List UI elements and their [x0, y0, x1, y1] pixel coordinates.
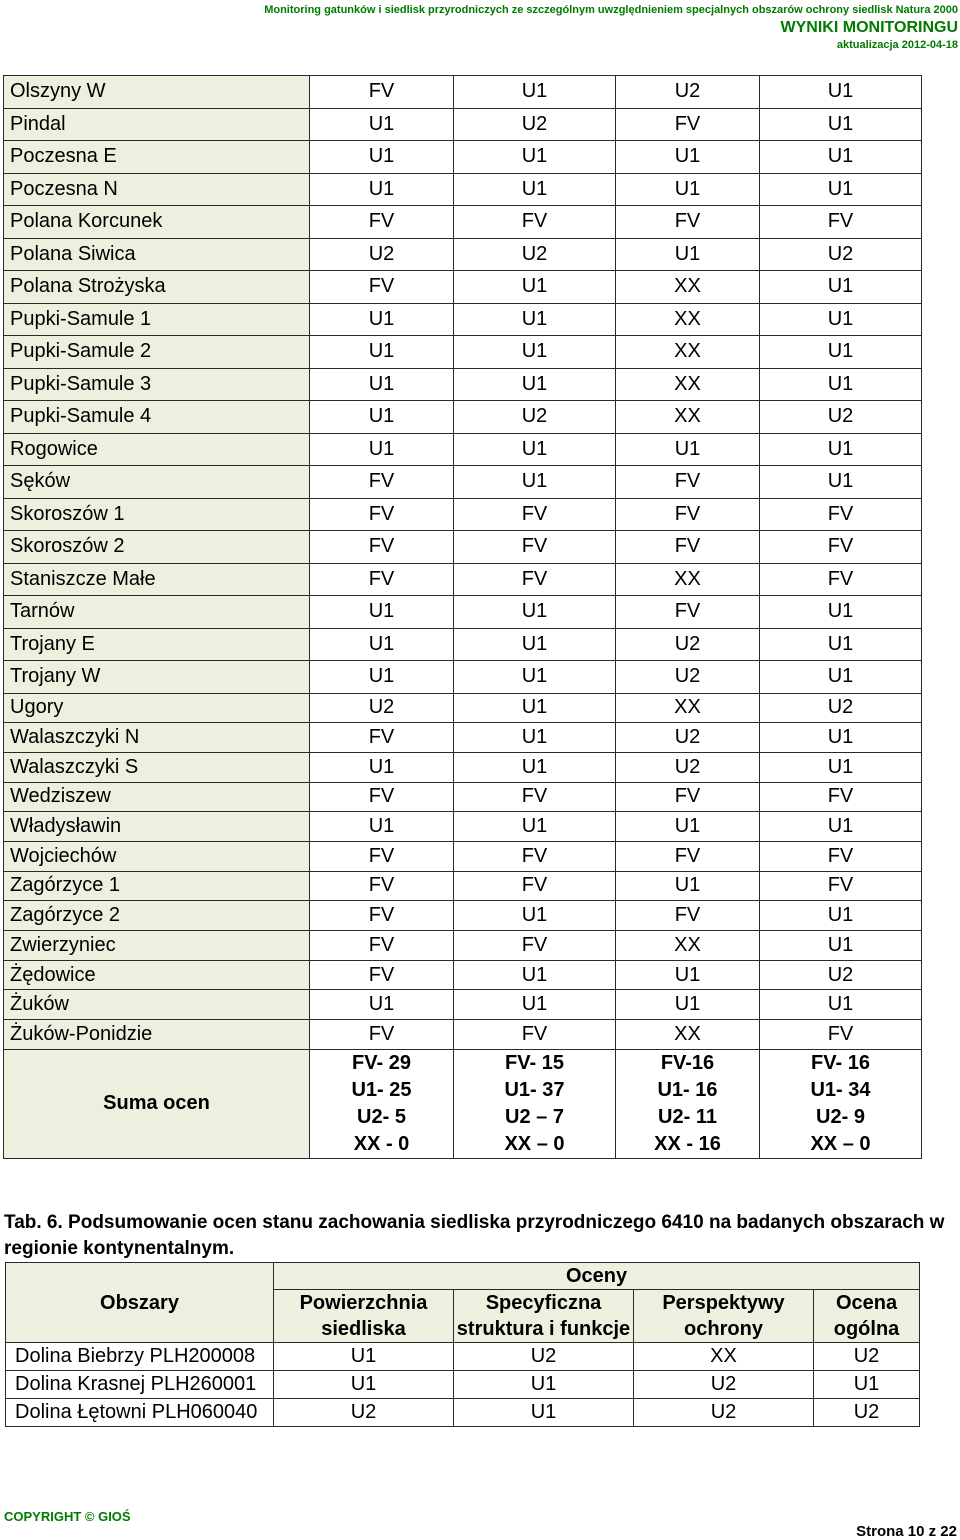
rating-cell: U1 — [274, 1371, 454, 1399]
rating-cell: U2 — [454, 238, 616, 271]
rating-cell: U1 — [310, 141, 454, 174]
table-row — [4, 1020, 922, 1050]
rating-cell: U2 — [454, 108, 616, 141]
rating-cell: FV — [760, 206, 922, 239]
rating-cell: U1 — [454, 271, 616, 304]
rating-cell: U1 — [454, 368, 616, 401]
rating-cell: XX — [616, 931, 760, 961]
rating-cell: U1 — [454, 990, 616, 1020]
table-row — [4, 596, 922, 629]
rating-cell: U1 — [760, 303, 922, 336]
rating-cell: U1 — [616, 812, 760, 842]
rating-cell: XX — [616, 368, 760, 401]
page-number: Strona 10 z 22 — [856, 1523, 957, 1540]
rating-cell: U1 — [310, 401, 454, 434]
header-project-title: Monitoring gatunków i siedlisk przyrodniczych ze szczególnym uwzględnieniem specjalnych obszarów ochrony siedlisk Natura 2000 — [264, 4, 958, 16]
rating-cell: U1 — [760, 368, 922, 401]
table-row — [4, 498, 922, 531]
site-name-cell: Wojciechów — [4, 841, 310, 871]
rating-cell: U1 — [616, 141, 760, 174]
table-row — [4, 563, 922, 596]
rating-cell: FV — [616, 596, 760, 629]
table-row — [4, 368, 922, 401]
rating-cell: FV — [616, 901, 760, 931]
site-name-cell: Ugory — [4, 693, 310, 723]
rating-cell: XX — [616, 336, 760, 369]
table-row — [4, 931, 922, 961]
rating-cell: U1 — [310, 812, 454, 842]
sum-line: U2 – 7 — [505, 1105, 564, 1128]
rating-cell: U1 — [454, 433, 616, 466]
sum-cell — [454, 1049, 616, 1158]
rating-cell: U1 — [454, 661, 616, 694]
site-name-cell: Zagórzyce 1 — [4, 871, 310, 901]
rating-cell: U1 — [616, 960, 760, 990]
rating-cell: U1 — [310, 336, 454, 369]
table-row — [4, 723, 922, 753]
rating-cell: U1 — [310, 173, 454, 206]
table-row — [6, 1371, 920, 1399]
table-caption: Tab. 6. Podsumowanie ocen stanu zachowania siedliska przyrodniczego 6410 na badanych obszarach w regionie kontynentalnym. — [4, 1212, 945, 1259]
table-row — [4, 141, 922, 174]
rating-cell: U2 — [814, 1399, 920, 1427]
rating-cell: U1 — [454, 466, 616, 499]
rating-cell: U2 — [760, 401, 922, 434]
rating-cell: U1 — [616, 871, 760, 901]
site-name-cell: Pupki-Samule 4 — [4, 401, 310, 434]
rating-cell: U1 — [760, 628, 922, 661]
table-row — [4, 841, 922, 871]
site-name-cell: Żuków — [4, 990, 310, 1020]
table-row — [4, 782, 922, 812]
rating-cell: U1 — [310, 433, 454, 466]
header-specyficzna: Specyficzna struktura i funkcje — [454, 1290, 634, 1343]
rating-cell: U1 — [760, 596, 922, 629]
rating-cell: U1 — [616, 990, 760, 1020]
site-name-cell: Sęków — [4, 466, 310, 499]
rating-cell: U2 — [310, 238, 454, 271]
rating-cell: U1 — [454, 596, 616, 629]
table-row — [4, 752, 922, 782]
rating-cell: FV — [616, 531, 760, 564]
header-oceny: Oceny — [274, 1263, 920, 1290]
rating-cell: FV — [616, 498, 760, 531]
rating-cell: U1 — [616, 238, 760, 271]
rating-cell: U2 — [760, 693, 922, 723]
header-perspektywy: Perspektywy ochrony — [634, 1290, 814, 1343]
site-name-cell: Żędowice — [4, 960, 310, 990]
rating-cell: FV — [760, 841, 922, 871]
rating-cell: U1 — [454, 693, 616, 723]
rating-cell: U2 — [274, 1399, 454, 1427]
sum-line: U2- 5 — [357, 1105, 406, 1128]
site-name-cell: Polana Siwica — [4, 238, 310, 271]
rating-cell: FV — [454, 782, 616, 812]
site-name-cell: Trojany E — [4, 628, 310, 661]
sum-cell — [760, 1049, 922, 1158]
table-row — [4, 812, 922, 842]
rating-cell: XX — [616, 271, 760, 304]
table-row — [4, 303, 922, 336]
site-name-cell: Skoroszów 2 — [4, 531, 310, 564]
header-obszary: Obszary — [6, 1263, 274, 1343]
table-row — [4, 76, 922, 109]
rating-cell: U2 — [616, 661, 760, 694]
site-name-cell: Walaszczyki S — [4, 752, 310, 782]
area-name-cell: Dolina Biebrzy PLH200008 — [6, 1343, 274, 1371]
assessment-table — [3, 75, 922, 1159]
rating-cell: FV — [454, 931, 616, 961]
site-name-cell: Olszyny W — [4, 76, 310, 109]
rating-cell: XX — [616, 303, 760, 336]
rating-cell: U1 — [454, 141, 616, 174]
sum-line: U1- 34 — [810, 1078, 871, 1101]
site-name-cell: Polana Strożyska — [4, 271, 310, 304]
rating-cell: FV — [454, 206, 616, 239]
rating-cell: U2 — [814, 1343, 920, 1371]
rating-cell: U1 — [454, 1371, 634, 1399]
site-name-cell: Poczesna E — [4, 141, 310, 174]
sum-line: XX - 16 — [654, 1132, 721, 1155]
rating-cell: FV — [310, 271, 454, 304]
rating-cell: U2 — [616, 752, 760, 782]
site-name-cell: Pindal — [4, 108, 310, 141]
rating-cell: U1 — [760, 336, 922, 369]
rating-cell: FV — [310, 206, 454, 239]
sum-line: U1- 16 — [657, 1078, 718, 1101]
site-name-cell: Walaszczyki N — [4, 723, 310, 753]
rating-cell: U1 — [454, 628, 616, 661]
table-row — [4, 871, 922, 901]
rating-cell: U1 — [454, 303, 616, 336]
rating-cell: U2 — [634, 1399, 814, 1427]
rating-cell: FV — [616, 782, 760, 812]
rating-cell: U1 — [760, 76, 922, 109]
rating-cell: U2 — [454, 1343, 634, 1371]
sum-line: FV- 29 — [352, 1051, 411, 1074]
rating-cell: U2 — [310, 693, 454, 723]
rating-cell: XX — [616, 401, 760, 434]
rating-cell: U1 — [454, 752, 616, 782]
rating-cell: U1 — [310, 628, 454, 661]
rating-cell: FV — [760, 871, 922, 901]
site-name-cell: Władysławin — [4, 812, 310, 842]
table-row — [4, 531, 922, 564]
rating-cell: U1 — [760, 466, 922, 499]
rating-cell: U1 — [760, 723, 922, 753]
rating-cell: U1 — [454, 76, 616, 109]
site-name-cell: Zwierzyniec — [4, 931, 310, 961]
site-name-cell: Polana Korcunek — [4, 206, 310, 239]
site-name-cell: Pupki-Samule 2 — [4, 336, 310, 369]
summary-table — [5, 1262, 920, 1427]
rating-cell: U2 — [760, 960, 922, 990]
sum-label: Suma ocen — [4, 1049, 310, 1158]
rating-cell: U2 — [616, 76, 760, 109]
rating-cell: U1 — [454, 901, 616, 931]
sum-row — [4, 1049, 922, 1158]
rating-cell: U2 — [634, 1371, 814, 1399]
rating-cell: FV — [310, 531, 454, 564]
rating-cell: FV — [616, 206, 760, 239]
site-name-cell: Wedziszew — [4, 782, 310, 812]
rating-cell: U1 — [454, 336, 616, 369]
rating-cell: U1 — [454, 812, 616, 842]
rating-cell: FV — [310, 723, 454, 753]
rating-cell: U1 — [454, 1399, 634, 1427]
table-row — [4, 466, 922, 499]
rating-cell: FV — [760, 498, 922, 531]
sum-line: XX - 0 — [353, 1132, 410, 1155]
table-row — [4, 206, 922, 239]
sum-line: U2- 9 — [816, 1105, 865, 1128]
rating-cell: U1 — [760, 990, 922, 1020]
rating-cell: U1 — [760, 271, 922, 304]
sum-line: FV- 16 — [811, 1051, 870, 1074]
site-name-cell: Skoroszów 1 — [4, 498, 310, 531]
sum-line: XX – 0 — [504, 1132, 565, 1155]
sum-cell — [616, 1049, 760, 1158]
table-row — [6, 1399, 920, 1427]
rating-cell: U1 — [760, 661, 922, 694]
rating-cell: U1 — [310, 596, 454, 629]
sum-line: XX – 0 — [810, 1132, 871, 1155]
rating-cell: FV — [454, 498, 616, 531]
rating-cell: FV — [310, 782, 454, 812]
table-row — [4, 108, 922, 141]
rating-cell: FV — [310, 563, 454, 596]
rating-cell: FV — [310, 960, 454, 990]
rating-cell: U1 — [760, 901, 922, 931]
table-row — [4, 661, 922, 694]
rating-cell: FV — [760, 563, 922, 596]
rating-cell: FV — [454, 871, 616, 901]
rating-cell: FV — [310, 871, 454, 901]
header-ocena: Ocena ogólna — [814, 1290, 920, 1343]
table-row — [4, 173, 922, 206]
rating-cell: U2 — [760, 238, 922, 271]
rating-cell: U1 — [310, 368, 454, 401]
rating-cell: U2 — [616, 723, 760, 753]
rating-cell: FV — [310, 1020, 454, 1050]
table-row — [4, 990, 922, 1020]
sum-line: U2- 11 — [658, 1105, 717, 1128]
rating-cell: FV — [454, 841, 616, 871]
rating-cell: U1 — [760, 433, 922, 466]
rating-cell: XX — [634, 1343, 814, 1371]
rating-cell: U1 — [274, 1343, 454, 1371]
rating-cell: FV — [616, 466, 760, 499]
rating-cell: U2 — [454, 401, 616, 434]
rating-cell: U1 — [760, 108, 922, 141]
sum-cell — [310, 1049, 454, 1158]
rating-cell: XX — [616, 563, 760, 596]
rating-cell: FV — [616, 841, 760, 871]
rating-cell: U1 — [760, 931, 922, 961]
site-name-cell: Pupki-Samule 1 — [4, 303, 310, 336]
rating-cell: U1 — [454, 960, 616, 990]
table-row — [4, 960, 922, 990]
header-powierzchnia: Powierzchnia siedliska — [274, 1290, 454, 1343]
rating-cell: FV — [760, 531, 922, 564]
sum-line: FV-16 — [660, 1051, 715, 1074]
area-name-cell: Dolina Krasnej PLH260001 — [6, 1371, 274, 1399]
rating-cell: FV — [454, 1020, 616, 1050]
site-name-cell: Poczesna N — [4, 173, 310, 206]
rating-cell: U2 — [616, 628, 760, 661]
table-row — [4, 433, 922, 466]
rating-cell: FV — [310, 901, 454, 931]
table-row — [4, 693, 922, 723]
rating-cell: FV — [310, 841, 454, 871]
site-name-cell: Rogowice — [4, 433, 310, 466]
site-name-cell: Tarnów — [4, 596, 310, 629]
rating-cell: XX — [616, 693, 760, 723]
table-row — [4, 238, 922, 271]
rating-cell: FV — [760, 782, 922, 812]
rating-cell: U1 — [760, 173, 922, 206]
site-name-cell: Staniszcze Małe — [4, 563, 310, 596]
rating-cell: U1 — [814, 1371, 920, 1399]
rating-cell: FV — [616, 108, 760, 141]
sum-line: U1- 37 — [504, 1078, 565, 1101]
rating-cell: XX — [616, 1020, 760, 1050]
rating-cell: U1 — [760, 812, 922, 842]
table-row — [4, 628, 922, 661]
header-section-title: WYNIKI MONITORINGU — [780, 19, 958, 36]
rating-cell: FV — [310, 931, 454, 961]
sum-line: FV- 15 — [505, 1051, 564, 1074]
rating-cell: U1 — [310, 661, 454, 694]
rating-cell: FV — [454, 531, 616, 564]
page-header — [264, 0, 958, 52]
rating-cell: U1 — [310, 108, 454, 141]
rating-cell: FV — [310, 76, 454, 109]
rating-cell: U1 — [454, 173, 616, 206]
copyright-notice: COPYRIGHT © GIOŚ — [4, 1509, 131, 1524]
rating-cell: FV — [310, 466, 454, 499]
area-name-cell: Dolina Łętowni PLH060040 — [6, 1399, 274, 1427]
header-update-date: aktualizacja 2012-04-18 — [836, 39, 958, 51]
table-row — [4, 401, 922, 434]
rating-cell: U1 — [616, 433, 760, 466]
rating-cell: U1 — [454, 723, 616, 753]
rating-cell: U1 — [760, 752, 922, 782]
rating-cell: U1 — [310, 303, 454, 336]
sum-line: U1- 25 — [351, 1078, 412, 1101]
rating-cell: FV — [310, 498, 454, 531]
rating-cell: FV — [454, 563, 616, 596]
table-row — [4, 901, 922, 931]
table-row — [4, 271, 922, 304]
rating-cell: U1 — [310, 752, 454, 782]
site-name-cell: Zagórzyce 2 — [4, 901, 310, 931]
rating-cell: FV — [760, 1020, 922, 1050]
site-name-cell: Żuków-Ponidzie — [4, 1020, 310, 1050]
rating-cell: U1 — [616, 173, 760, 206]
site-name-cell: Pupki-Samule 3 — [4, 368, 310, 401]
table-row — [4, 336, 922, 369]
rating-cell: U1 — [310, 990, 454, 1020]
site-name-cell: Trojany W — [4, 661, 310, 694]
rating-cell: U1 — [760, 141, 922, 174]
table-row — [6, 1343, 920, 1371]
